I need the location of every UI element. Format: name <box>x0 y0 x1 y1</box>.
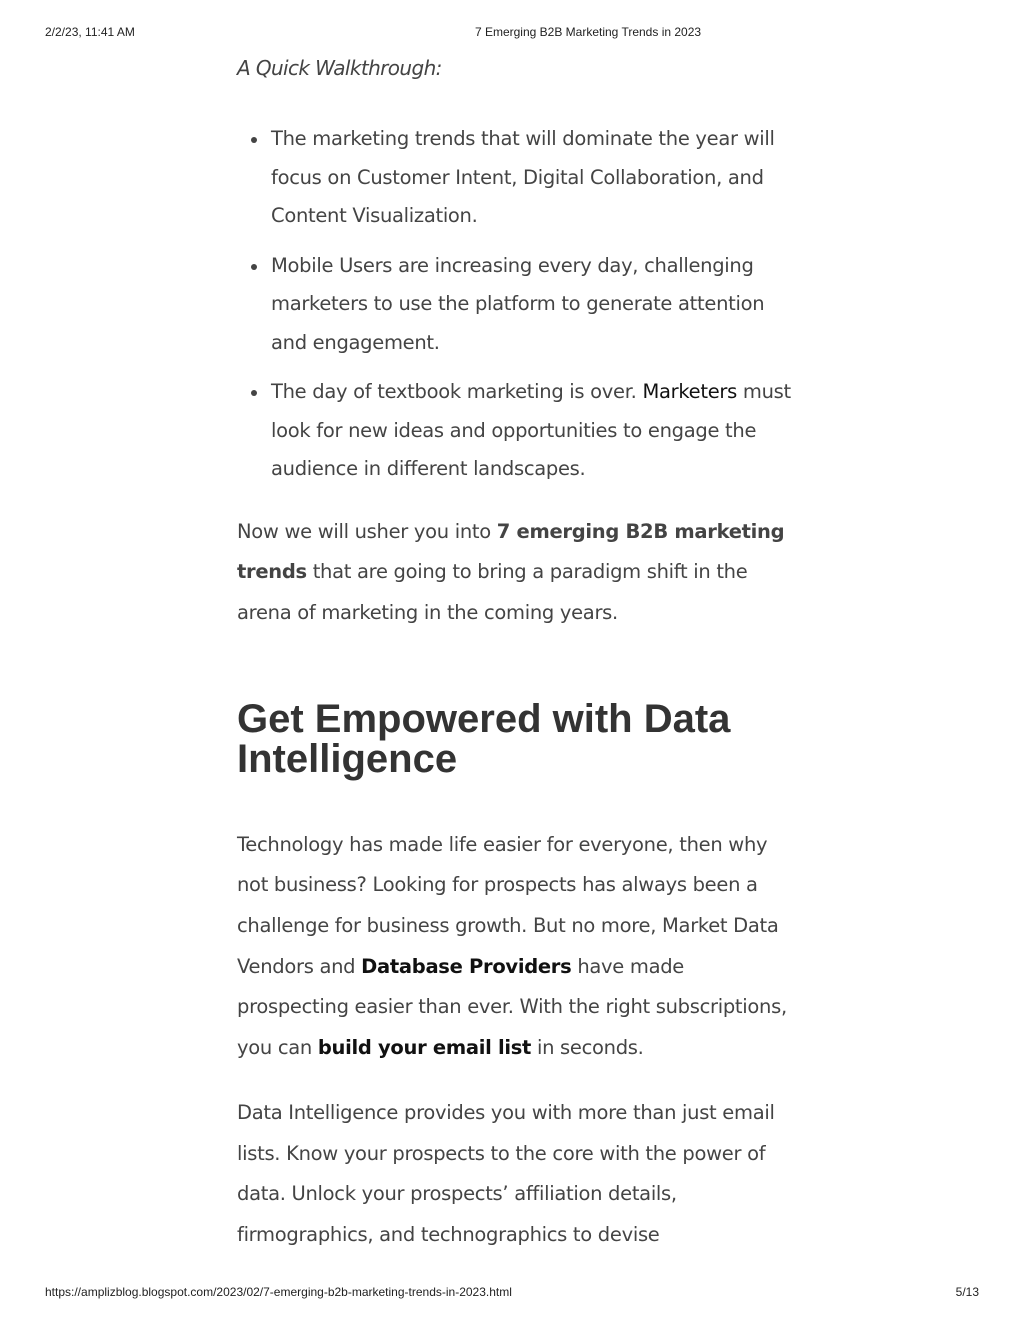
list-item-text: The marketing trends that will dominate the year will focus on Customer Intent, Digital Collaboration, and Content Visualization. <box>271 127 775 227</box>
print-datetime: 2/2/23, 11:41 AM <box>45 25 135 39</box>
intro-paragraph <box>237 512 793 634</box>
paragraph-text: Technology has made life easier for everyone, then why not business? Looking for prospects has always been a challenge for business growth. But no more, Market Data Vendors and <box>237 832 779 978</box>
trends-highlight: 7 emerging B2B marketing trends <box>237 519 785 584</box>
database-providers-link[interactable]: Database Providers <box>361 954 572 978</box>
list-item <box>237 120 793 236</box>
technology-paragraph <box>237 825 793 1069</box>
paragraph-text: have made prospecting easier than ever. With the right subscriptions, you can <box>237 954 787 1060</box>
print-title: 7 Emerging B2B Marketing Trends in 2023 <box>474 25 702 39</box>
marketers-link[interactable]: Marketers <box>642 380 737 403</box>
list-item-text: must look for new ideas and opportunities to engage the audience in different landscapes. <box>271 380 791 480</box>
print-url: https://amplizblog.blogspot.com/2023/02/7-emerging-b2b-marketing-trends-in-2023.html <box>45 1285 512 1299</box>
section-heading: Get Empowered with Data Intelligence <box>237 696 731 781</box>
paragraph-text: in seconds. <box>531 1036 644 1060</box>
walkthrough-label: A Quick Walkthrough: <box>237 56 442 80</box>
build-email-list-link[interactable]: build your email list <box>317 1036 532 1060</box>
list-item-text: Mobile Users are increasing every day, challenging marketers to use the platform to generate attention and engagement. <box>271 253 765 354</box>
article-body <box>237 52 793 1256</box>
walkthrough-list <box>237 120 793 489</box>
intro-text: Now we will usher you into <box>237 519 497 543</box>
intro-text: that are going to bring a paradigm shift in the arena of marketing in the coming years. <box>237 560 748 624</box>
data-intelligence-paragraph: Data Intelligence provides you with more than just email lists. Know your prospects to the core with the power of data. Unlock your prospects’ affiliation details, firmographics, and technographics to devise <box>237 1100 775 1246</box>
list-item <box>237 373 793 489</box>
print-page-number: 5/13 <box>955 1285 979 1299</box>
list-item <box>237 247 793 363</box>
list-item-text: The day of textbook marketing is over. <box>271 380 643 403</box>
